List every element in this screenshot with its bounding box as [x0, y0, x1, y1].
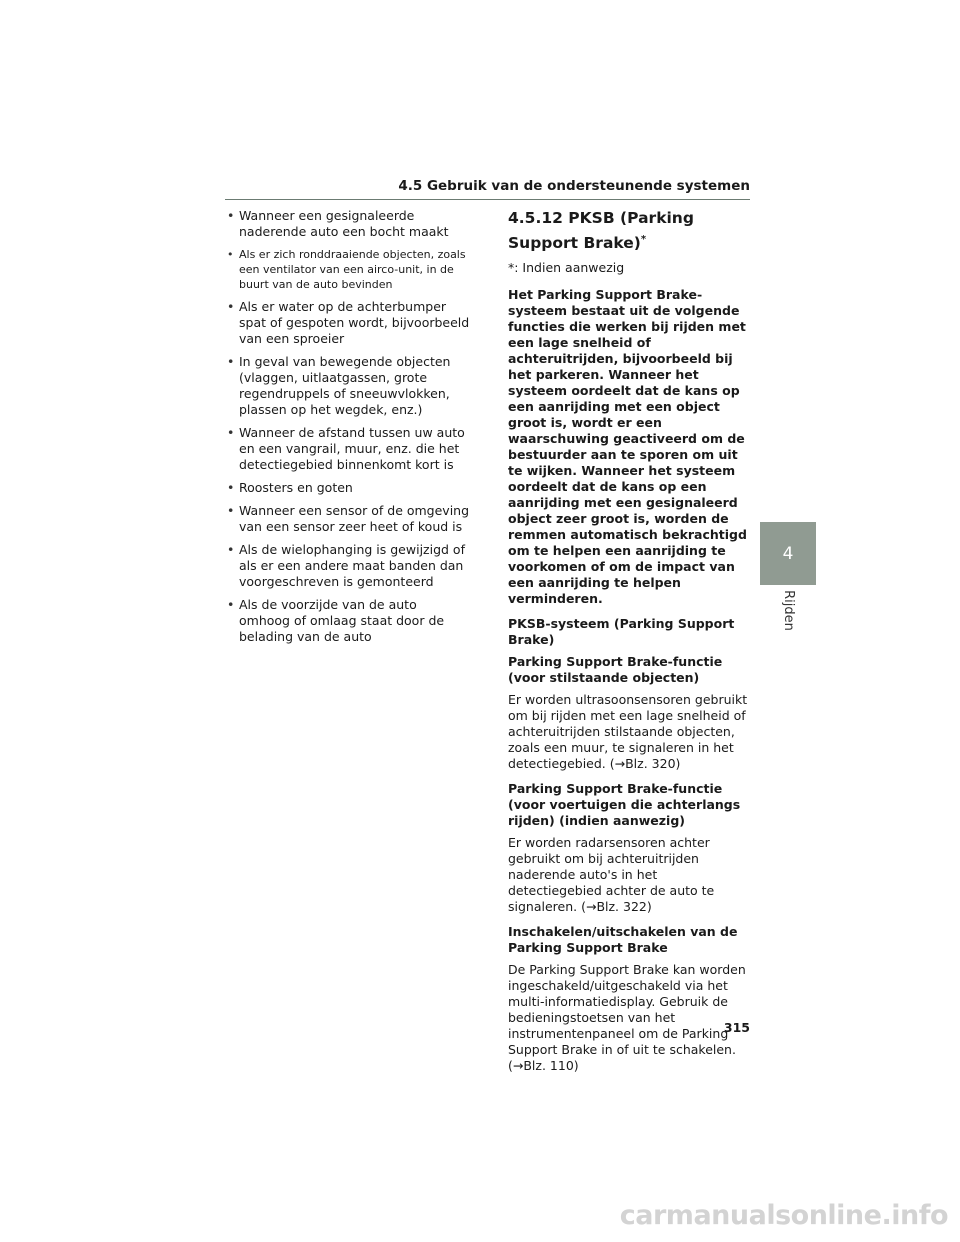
page-number: 315: [723, 1020, 750, 1035]
list-item: • Als er water op de achterbumper spat of gespoten wordt, bijvoorbeeld van een sproeier: [225, 299, 470, 347]
right-column: [508, 208, 753, 1083]
chapter-label-container: [760, 585, 816, 635]
chapter-label: Rijden: [780, 589, 796, 631]
subheading-enable-disable: Inschakelen/uitschakelen van de Parking Support Brake: [508, 924, 738, 956]
paragraph-rear-traffic: Er worden radarsensoren achter gebruikt om bij achteruitrijden naderende auto's in het detectiegebied achter de auto te signaleren. (→Blz. 322): [508, 835, 715, 915]
list-item: • Wanneer een gesignaleerde naderende auto een bocht maakt: [225, 208, 470, 240]
subheading-pksb-system: PKSB-systeem (Parking Support Brake): [508, 616, 735, 648]
availability-footnote: *: Indien aanwezig: [508, 260, 625, 276]
list-item: • Als er zich ronddraaiende objecten, zoals een ventilator van een airco-unit, in de buurt van de auto bevinden: [225, 247, 470, 292]
header-divider: [225, 199, 750, 200]
intro-paragraph: Het Parking Support Brake-systeem bestaat uit de volgende functies die werken bij rijden met een lage snelheid of achteruitrijden, bijvoorbeeld bij het parkeren. Wanneer het systeem oordeelt dat de kans op een aanrijding met een object groot is, wordt er een waarschuwing geactiveerd om de bestuurder aan te sporen om uit te wijken. Wanneer het systeem oordeelt dat de kans op een aanrijding met een gesignaleerd object zeer groot is, worden de remmen automatisch bekrachtigd om te helpen een aanrijding te voorkomen of om de impact van een aanrijding te helpen verminderen.: [508, 287, 747, 607]
chapter-number: 4: [782, 543, 794, 564]
section-asterisk: *: [640, 234, 647, 245]
list-item: • In geval van bewegende objecten (vlaggen, uitlaatgassen, grote regendruppels of sneeuwvlokken, plassen op het wegdek, enz.): [225, 354, 470, 418]
section-title: 4.5.12 PKSB (Parking Support Brake): [508, 209, 694, 253]
list-item: • Als de voorzijde van de auto omhoog of omlaag staat door de belading van de auto: [225, 597, 470, 645]
list-item: • Wanneer de afstand tussen uw auto en een vangrail, muur, enz. die het detectiegebied binnenkomt kort is: [225, 425, 470, 473]
section-heading: [508, 208, 753, 254]
list-item: • Roosters en goten: [225, 480, 470, 496]
chapter-tab: [760, 522, 816, 585]
condition-list: [225, 208, 470, 645]
list-item: • Als de wielophanging is gewijzigd of als er een andere maat banden dan voorgeschreven is gemonteerd: [225, 542, 470, 590]
subheading-rear-traffic: Parking Support Brake-functie (voor voertuigen die achterlangs rijden) (indien aanwezig): [508, 781, 741, 829]
list-item: • Wanneer een sensor of de omgeving van een sensor zeer heet of koud is: [225, 503, 470, 535]
subheading-static-objects: Parking Support Brake-functie (voor stilstaande objecten): [508, 654, 723, 686]
paragraph-enable-disable: De Parking Support Brake kan worden ingeschakeld/uitgeschakeld via het multi-informatiedisplay. Gebruik de bedieningstoetsen van het instrumentenpaneel om de Parking Support Brake in of uit te schakelen. (→Blz. 110): [508, 962, 746, 1074]
left-column: [225, 208, 470, 652]
page-header-title: 4.5 Gebruik van de ondersteunende systemen: [398, 178, 750, 194]
paragraph-static-objects: Er worden ultrasoonsensoren gebruikt om bij rijden met een lage snelheid of achteruitrijden stilstaande objecten, zoals een muur, te signaleren in het detectiegebied. (→Blz. 320): [508, 692, 748, 772]
watermark: carmanualsonline.info: [619, 1200, 948, 1231]
